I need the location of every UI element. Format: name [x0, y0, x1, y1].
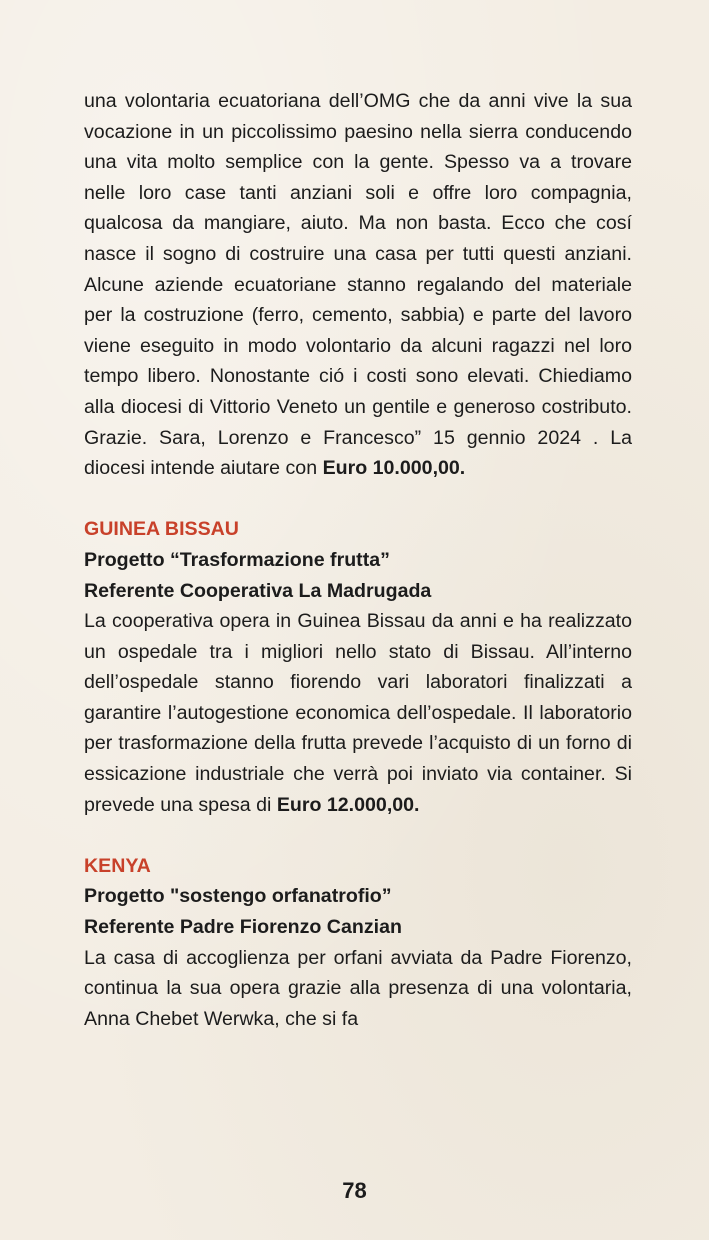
project-description: [84, 943, 632, 1035]
project-description: [84, 606, 632, 820]
page-content: [84, 86, 632, 1034]
section-spacer: [84, 484, 632, 515]
intro-paragraph: [84, 86, 632, 484]
project-title: Progetto "sostengo orfanatrofio”: [84, 885, 392, 908]
project-amount: Euro 12.000,00.: [276, 793, 420, 816]
section-spacer: [84, 820, 632, 851]
section-kenya: [84, 851, 632, 1035]
project-description-text: La cooperativa opera in Guinea Bissau da anni e ha realizzato un ospedale tra i migliori nello stato di Bissau. All’interno dell’ospedale stanno fiorendo vari laboratori finalizzati a garantire l’autogestione economica dell’ospedale. Il laboratorio per trasformazione della frutta prevede l’acquisto di un forno di essicazione industriale che verrà poi inviato via container. Si prevede una spesa di: [84, 610, 632, 816]
project-title: Progetto “Trasformazione frutta”: [84, 548, 390, 571]
intro-text: una volontaria ecuatoriana dell’OMG che da anni vive la sua vocazione in un piccolissimo paesino nella sierra conducendo una vita molto semplice con la gente. Spesso va a trovare nelle loro case tanti anziani soli e offre loro compagnia, qualcosa da mangiare, aiuto. Ma non basta. Ecco che cosí nasce il sogno di costruire una casa per tutti questi anziani. Alcune aziende ecuatoriane stanno regalando del materiale per la costruzione (ferro, cemento, sabbia) e parte del lavoro viene eseguito in modo volontario da alcuni ragazzi nel loro tempo libero. Nonostante ció i costi sono elevati. Chiediamo alla diocesi di Vittorio Veneto un gentile e generoso costributo. Grazie. Sara, Lorenzo e Francesco” 15 gennio 2024 . La diocesi intende aiutare con: [84, 90, 632, 480]
country-heading: KENYA: [84, 854, 151, 877]
page-number: 78: [342, 1178, 367, 1203]
project-description-text: La casa di accoglienza per orfani avviata da Padre Fiorenzo, continua la sua opera grazie alla presenza di una volontaria, Anna Chebet Werwka, che si fa: [84, 946, 632, 1030]
section-guinea-bissau: [84, 514, 632, 820]
intro-amount: Euro 10.000,00.: [322, 457, 466, 480]
project-referent: Referente Padre Fiorenzo Canzian: [84, 916, 402, 939]
project-referent: Referente Cooperativa La Madrugada: [84, 579, 432, 602]
country-heading: GUINEA BISSAU: [84, 518, 239, 541]
